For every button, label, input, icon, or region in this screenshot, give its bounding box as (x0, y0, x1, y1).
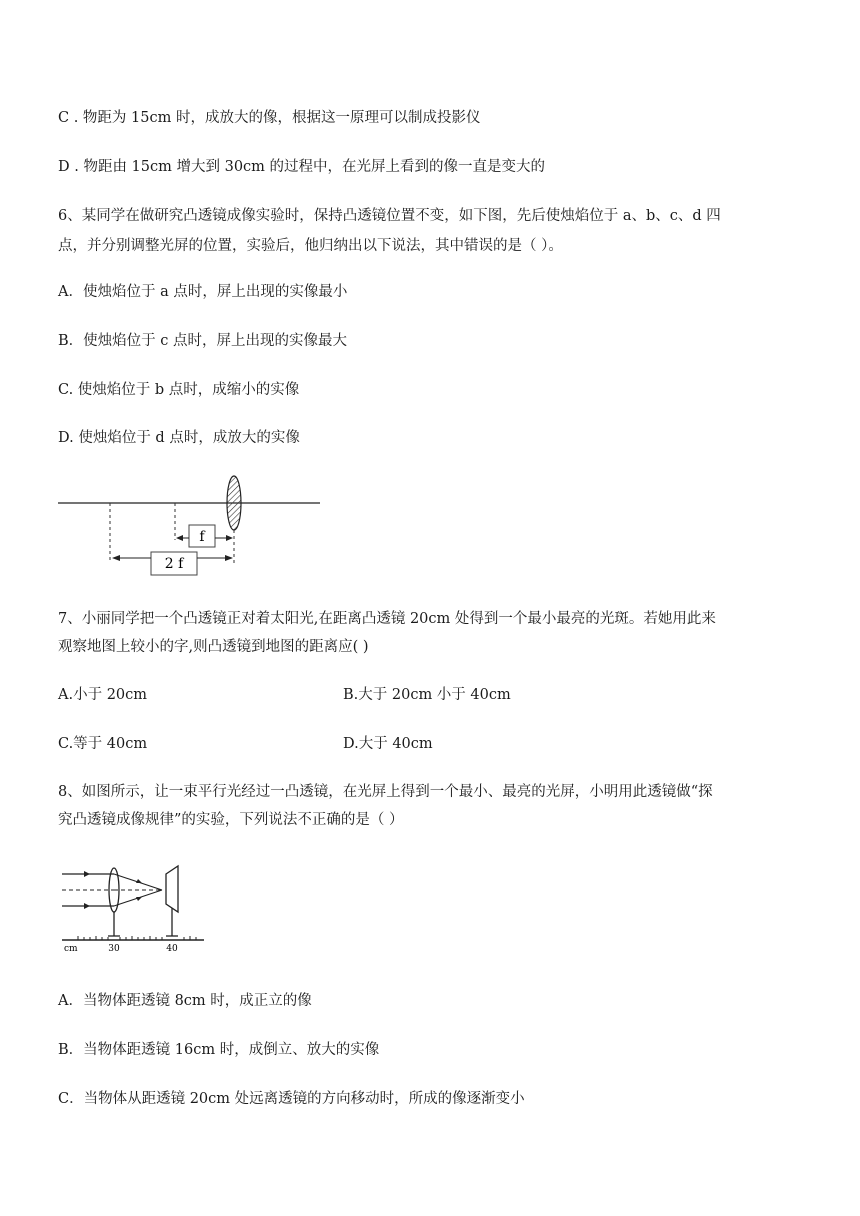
ruler-tick-30: 30 (108, 944, 120, 954)
q8-option-c: C．当物体从距透镜 20cm 处远离透镜的方向移动时，所成的像逐渐变小 (58, 1091, 525, 1107)
q6-stem-line-1: 6、某同学在做研究凸透镜成像实验时，保持凸透镜位置不变，如下图，先后使烛焰位于 a、b、c、d 四 (58, 208, 721, 224)
q7-stem-line-2: 观察地图上较小的字,则凸透镜到地图的距离应( ) (58, 639, 369, 655)
q6-stem-line-2: 点，并分别调整光屏的位置，实验后，他归纳出以下说法，其中错误的是（ ）。 (58, 238, 563, 254)
q8-stem-line-1: 8、如图所示，让一束平行光经过一凸透镜，在光屏上得到一个最小、最亮的光屏，小明用此透镜做“探 (58, 784, 713, 800)
light-screen (166, 866, 178, 912)
ruler-unit: cm (64, 944, 78, 954)
q8-option-a: A．当物体距透镜 8cm 时，成正立的像 (58, 993, 312, 1009)
ruler-tick-40: 40 (166, 944, 178, 954)
q7-stem-line-1: 7、小丽同学把一个凸透镜正对着太阳光,在距离凸透镜 20cm 处得到一个最小最亮的光斑。若她用此来 (58, 611, 716, 627)
q5-option-c: C . 物距为 15cm 时，成放大的像，根据这一原理可以制成投影仪 (58, 110, 481, 126)
q8-stem-line-2: 究凸透镜成像规律”的实验，下列说法不正确的是（ ） (58, 812, 404, 828)
q6-option-a: A．使烛焰位于 a 点时，屏上出现的实像最小 (58, 284, 348, 300)
q7-option-d: D.大于 40cm (343, 736, 433, 752)
q7-option-a: A.小于 20cm (58, 687, 148, 703)
lens-focal-diagram (50, 470, 330, 580)
q6-option-d: D. 使烛焰位于 d 点时，成放大的实像 (58, 430, 300, 446)
q6-option-c: C. 使烛焰位于 b 点时，成缩小的实像 (58, 382, 300, 398)
q7-option-c: C.等于 40cm (58, 736, 148, 752)
f-label: f (199, 529, 205, 545)
q7-option-b: B.大于 20cm 小于 40cm (343, 687, 511, 703)
parallel-light-lens-diagram (58, 858, 208, 954)
convex-lens (227, 476, 241, 530)
q5-option-d: D . 物距由 15cm 增大到 30cm 的过程中，在光屏上看到的像一直是变大的 (58, 159, 546, 175)
q6-option-b: B．使烛焰位于 c 点时，屏上出现的实像最大 (58, 333, 347, 349)
2f-label: 2 f (164, 556, 184, 572)
q8-option-b: B．当物体距透镜 16cm 时，成倒立、放大的实像 (58, 1042, 380, 1058)
